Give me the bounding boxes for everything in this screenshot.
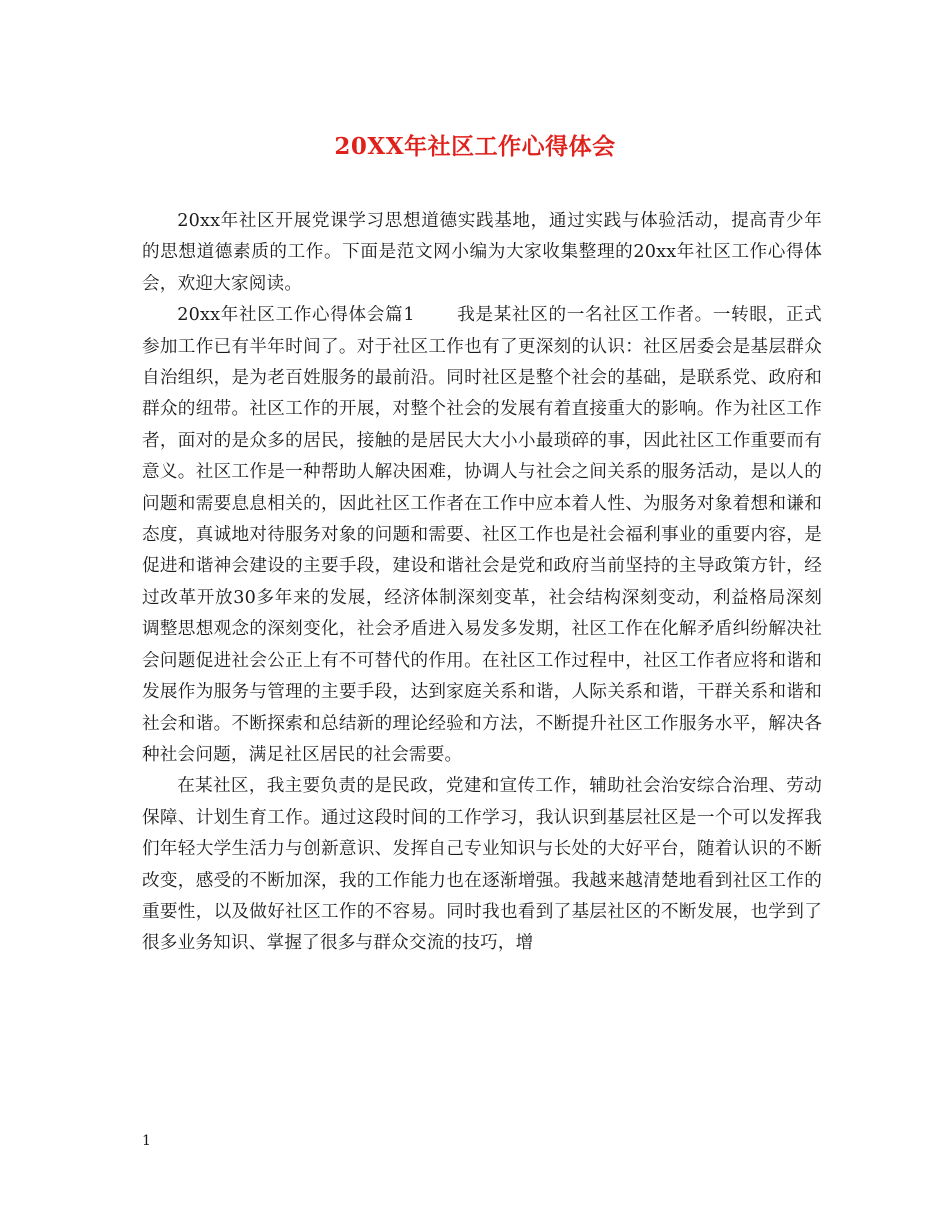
- page-number: 1: [142, 1133, 151, 1149]
- paragraph-article-1: [142, 300, 822, 771]
- section-text: 我是某社区的一名社区工作者。一转眼，正式参加工作已有半年时间了。对于社区工作也有了更深刻的认识：社区居委会是基层群众自治组织，是为老百姓服务的最前沿。同时社区是整个社会的基础，是联系党、政府和群众的纽带。社区工作的开展，对整个社会的发展有着直接重大的影响。作为社区工作者，面对的是众多的居民，接触的是居民大大小小最琐碎的事，因此社区工作重要而有意义。社区工作是一种帮助人解决困难，协调人与社会之间关系的服务活动，是以人的问题和需要息息相关的，因此社区工作者在工作中应本着人性、为服务对象着想和谦和态度，真诚地对待服务对象的问题和需要、社区工作也是社会福利事业的重要内容，是促进和谐神会建设的主要手段，建设和谐社会是党和政府当前坚持的主导政策方针，经过改革开放30多年来的发展，经济体制深刻变革，社会结构深刻变动，利益格局深刻调整思想观念的深刻变化，社会矛盾进入易发多发期，社区工作在化解矛盾纠纷解决社会问题促进社会公正上有不可替代的作用。在社区工作过程中，社区工作者应将和谐和发展作为服务与管理的主要手段，达到家庭关系和谐，人际关系和谐，干群关系和谐和社会和谐。不断探索和总结新的理论经验和方法，不断提升社区工作服务水平，解决各种社会问题，满足社区居民的社会需要。: [142, 305, 822, 765]
- paragraph-intro: 20xx年社区开展党课学习思想道德实践基地，通过实践与体验活动，提高青少年的思想道德素质的工作。下面是范文网小编为大家收集整理的20xx年社区工作心得体会，欢迎大家阅读。: [142, 211, 822, 294]
- document-body: [142, 206, 822, 960]
- section-heading: 20xx年社区工作心得体会篇1: [177, 305, 415, 326]
- document-title: 20XX年社区工作心得体会: [334, 133, 616, 160]
- paragraph-duties: 在某社区，我主要负责的是民政，党建和宣传工作，辅助社会治安综合治理、劳动保障、计划生育工作。通过这段时间的工作学习，我认识到基层社区是一个可以发挥我们年轻大学生活力与创新意识、发挥自己专业知识与长处的大好平台，随着认识的不断改变，感受的不断加深，我的工作能力也在逐渐增强。我越来越清楚地看到社区工作的重要性，以及做好社区工作的不容易。同时我也看到了基层社区的不断发展，也学到了很多业务知识、掌握了很多与群众交流的技巧，增: [142, 776, 822, 954]
